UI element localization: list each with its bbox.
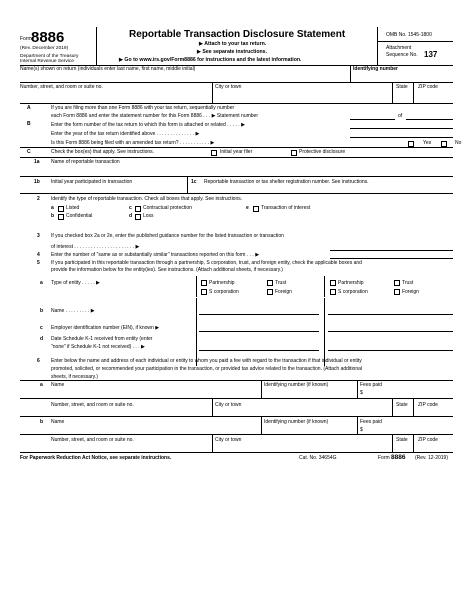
form-title: Reportable Transaction Disclosure Statement: [129, 29, 346, 40]
transaction-of-interest-label: Transaction of interest: [261, 205, 311, 211]
payee-a-street-field[interactable]: [50, 399, 211, 416]
line-5d-letter: d: [40, 336, 44, 342]
identifying-number-field[interactable]: [351, 72, 453, 82]
line-b-text2: Enter the year of the tax return identified above . . . . . . . . . . . . . . ▶: [51, 131, 200, 137]
option-a-letter: a: [51, 205, 54, 211]
initial-year-field[interactable]: [50, 186, 186, 193]
payee-b-idnum-label: Identifying number (if known): [264, 419, 329, 425]
line-5d-label2: "none" if Schedule K-1 not received) . . . ▶: [51, 344, 145, 350]
similar-transactions-field[interactable]: [330, 258, 453, 259]
line-5a-letter: a: [40, 280, 43, 286]
line-3-text2: of interest . . . . . . . . . . . . . . . . . . . . . . ▶: [51, 244, 140, 250]
line-6-text1: Enter below the name and address of each individual or entity to whom you paid a fee with regard to the transaction if that individual or entity: [51, 358, 362, 364]
entity1-trust-checkbox[interactable]: [267, 280, 273, 286]
street-label: Number, street, and room or suite no.: [20, 84, 103, 90]
entity2-trust-label: Trust: [402, 280, 414, 286]
amended-yes-label: Yes: [423, 140, 432, 146]
contractual-protection-checkbox[interactable]: [135, 206, 141, 212]
catalog-number: Cat. No. 34654G: [299, 455, 337, 461]
entity1-trust-label: Trust: [275, 280, 287, 286]
line-b-text3: Is this Form 8886 being filed with an amended tax return? . . . . . . . . . . . ▶: [51, 140, 215, 146]
line-1c-label: Reportable transaction or tax shelter registration number. See instructions.: [204, 179, 369, 185]
line-5a-label: Type of entity . . . . . ▶: [51, 280, 100, 286]
line-5-text2: provide the information below for the entity(ies). See instructions. (Attach additional sheets, if necessary.): [51, 267, 283, 273]
confidential-checkbox[interactable]: [58, 214, 64, 220]
entity1-partnership-label: Partnership: [209, 280, 235, 286]
payee-b-city-field[interactable]: [213, 435, 392, 452]
protective-disclosure-label: Protective disclosure: [299, 149, 346, 155]
option-d-letter: d: [129, 213, 133, 219]
statement-number-field[interactable]: [350, 119, 395, 120]
statement-total-field[interactable]: [406, 119, 453, 120]
line-1b-number: 1b: [34, 179, 40, 185]
department: Department of the Treasury: [20, 54, 79, 59]
entity1-name-field[interactable]: [199, 314, 319, 315]
sequence-label: Sequence No.: [386, 52, 418, 58]
line-1a-label: Name of reportable transaction: [51, 159, 120, 165]
payee-b-name-label: Name: [51, 419, 65, 425]
line-a-text1: If you are filing more than one Form 8886 with your tax return, sequentially number: [51, 105, 235, 111]
payee-b-fees-field[interactable]: [365, 426, 453, 434]
line-1a-number: 1a: [34, 159, 40, 165]
line-5-text1: If you participated in this reportable transaction through a partnership, S corporation, trust, and foreign entity, check the applicable boxes and: [51, 260, 362, 266]
line-4-text: Enter the number of "same as or substantially similar" transactions reported on this form . . . ▶: [51, 252, 260, 258]
line-a-letter: A: [27, 105, 31, 111]
agency: Internal Revenue Service: [20, 59, 74, 64]
entity1-foreign-label: Foreign: [275, 289, 292, 295]
entity2-ein-field[interactable]: [328, 331, 453, 332]
payee-b-dollar-sign: $: [360, 427, 363, 433]
payee-a-name-label: Name: [51, 382, 65, 388]
entity2-scorp-checkbox[interactable]: [330, 289, 336, 295]
sequence-number: 137: [424, 50, 438, 59]
line-c-letter: C: [27, 149, 31, 155]
option-e-letter: e: [246, 205, 249, 211]
listed-label: Listed: [66, 205, 80, 211]
entity2-trust-checkbox[interactable]: [394, 280, 400, 286]
option-c-letter: c: [129, 205, 132, 211]
payee-b-street-field[interactable]: [50, 435, 211, 452]
entity2-foreign-label: Foreign: [402, 289, 419, 295]
omb-number: OMB No. 1545-1800: [386, 32, 432, 38]
street-field[interactable]: [20, 83, 212, 103]
paperwork-notice: For Paperwork Reduction Act Notice, see separate instructions.: [20, 455, 172, 461]
footer-revision: (Rev. 12-2019): [415, 455, 448, 461]
line-a-text2: each Form 8886 and enter the statement number for this Form 8886 . . . ▶ Statement number: [51, 113, 259, 119]
line-4-number: 4: [37, 252, 40, 258]
entity2-partnership-label: Partnership: [338, 280, 364, 286]
payee-a-zip-field[interactable]: [414, 399, 453, 416]
protective-disclosure-checkbox[interactable]: [291, 150, 297, 156]
line-5c-label: Employer identification number (EIN), if known ▶: [51, 325, 160, 331]
names-label: Name(s) shown on return (individuals enter last name, first name, middle initial): [20, 66, 196, 72]
payee-b-name-field[interactable]: [50, 426, 260, 434]
amended-no-label: No: [455, 140, 462, 146]
revision-date: (Rev. December 2019): [20, 46, 69, 51]
option-b-letter: b: [51, 213, 55, 219]
entity1-foreign-checkbox[interactable]: [267, 289, 273, 295]
line-5b-letter: b: [40, 308, 44, 314]
zip-label: ZIP code: [418, 84, 438, 90]
line-6-text2: promoted, solicited, or recommended your participation in the transaction, or provided tax advice related to the transaction. (Attach additional: [51, 366, 363, 372]
payee-b-zip-field[interactable]: [414, 435, 453, 452]
initial-year-filer-label: Initial year filer: [220, 149, 253, 155]
initial-year-filer-checkbox[interactable]: [211, 150, 217, 156]
line-5-number: 5: [37, 260, 40, 266]
form-number-field[interactable]: [350, 128, 453, 129]
payee-a-state-label: State: [396, 402, 408, 408]
registration-number-field[interactable]: [203, 186, 453, 193]
payee-b-fees-label: Fees paid: [360, 419, 382, 425]
payee-b-state-label: State: [396, 437, 408, 443]
payee-a-street-label: Number, street, and room or suite no.: [51, 402, 134, 408]
line-b-letter: B: [27, 121, 31, 127]
line-6a-letter: a: [40, 382, 43, 388]
payee-a-fees-label: Fees paid: [360, 382, 382, 388]
confidential-label: Confidential: [66, 213, 93, 219]
transaction-name-field[interactable]: [50, 166, 453, 176]
payee-a-city-label: City or town: [215, 402, 242, 408]
line-1c-number: 1c: [191, 179, 197, 185]
guidance-number-field[interactable]: [330, 250, 453, 251]
entity2-foreign-checkbox[interactable]: [394, 289, 400, 295]
entity2-k1-date-field[interactable]: [328, 350, 453, 351]
names-field[interactable]: [20, 66, 350, 82]
footer-form-number: 8886: [391, 454, 406, 461]
state-field[interactable]: [393, 83, 413, 103]
payee-a-state-field[interactable]: [393, 399, 413, 416]
contractual-protection-label: Contractual protection: [143, 205, 192, 211]
line-5d-label1: Date Schedule K-1 received from entity (enter: [51, 336, 153, 342]
entity1-partnership-checkbox[interactable]: [201, 280, 207, 286]
line-2-number: 2: [37, 196, 40, 202]
payee-a-idnum-label: Identifying number (if known): [264, 382, 329, 388]
payee-b-idnum-field[interactable]: [262, 426, 357, 434]
zip-field[interactable]: [414, 83, 453, 103]
state-label: State: [396, 84, 408, 90]
payee-a-dollar-sign: $: [360, 390, 363, 396]
entity2-partnership-checkbox[interactable]: [330, 280, 336, 286]
entity1-scorp-checkbox[interactable]: [201, 289, 207, 295]
payee-a-idnum-field[interactable]: [262, 389, 357, 397]
attachment-label: Attachment: [386, 45, 412, 51]
loss-checkbox[interactable]: [135, 214, 141, 220]
city-field[interactable]: [213, 83, 392, 103]
line-2-text: Identify the type of reportable transaction. Check all boxes that apply. See instructions.: [51, 196, 243, 202]
entity1-ein-field[interactable]: [199, 331, 319, 332]
of-label: of: [398, 113, 403, 119]
loss-label: Loss: [143, 213, 154, 219]
entity2-name-field[interactable]: [328, 314, 453, 315]
form-number: 8886: [31, 29, 65, 46]
entity1-k1-date-field[interactable]: [199, 350, 319, 351]
instruction-see: ▶ See separate instructions.: [197, 49, 268, 55]
form-label: Form: [20, 36, 32, 42]
line-1b-label: Initial year participated in transaction: [51, 179, 133, 185]
line-5c-letter: c: [40, 325, 43, 331]
entity1-scorp-label: S corporation: [209, 289, 239, 295]
instruction-attach: ▶ Attach to your tax return.: [199, 41, 267, 47]
city-label: City or town: [215, 84, 242, 90]
footer-form-label: Form: [378, 455, 390, 461]
payee-a-name-field[interactable]: [50, 389, 260, 397]
payee-a-city-field[interactable]: [213, 399, 392, 416]
payee-b-city-label: City or town: [215, 437, 242, 443]
entity2-scorp-label: S corporation: [338, 289, 368, 295]
tax-year-field[interactable]: [350, 137, 453, 138]
line-c-text: Check the box(es) that apply. See instructions.: [51, 149, 155, 155]
listed-checkbox[interactable]: [58, 206, 64, 212]
line-6-text3: sheets, if necessary.): [51, 374, 98, 380]
line-3-number: 3: [37, 233, 40, 239]
line-6-number: 6: [37, 358, 40, 364]
payee-a-fees-field[interactable]: [365, 389, 453, 397]
payee-b-street-label: Number, street, and room or suite no.: [51, 437, 134, 443]
line-6b-letter: b: [40, 419, 44, 425]
line-b-text1: Enter the form number of the tax return to which this form is attached or related . . . . . ▶: [51, 122, 245, 128]
transaction-of-interest-checkbox[interactable]: [253, 206, 259, 212]
payee-b-state-field[interactable]: [393, 435, 413, 452]
line-5b-label: Name . . . . . . . . . ▶: [51, 308, 95, 314]
line-3-text1: If you checked box 2a or 2e, enter the published guidance number for the listed transaction or transaction: [51, 233, 284, 239]
payee-a-zip-label: ZIP code: [418, 402, 438, 408]
instruction-website: ▶ Go to www.irs.gov/Form8886 for instructions and the latest information.: [119, 57, 302, 63]
identifying-number-label: Identifying number: [353, 66, 398, 72]
payee-b-zip-label: ZIP code: [418, 437, 438, 443]
